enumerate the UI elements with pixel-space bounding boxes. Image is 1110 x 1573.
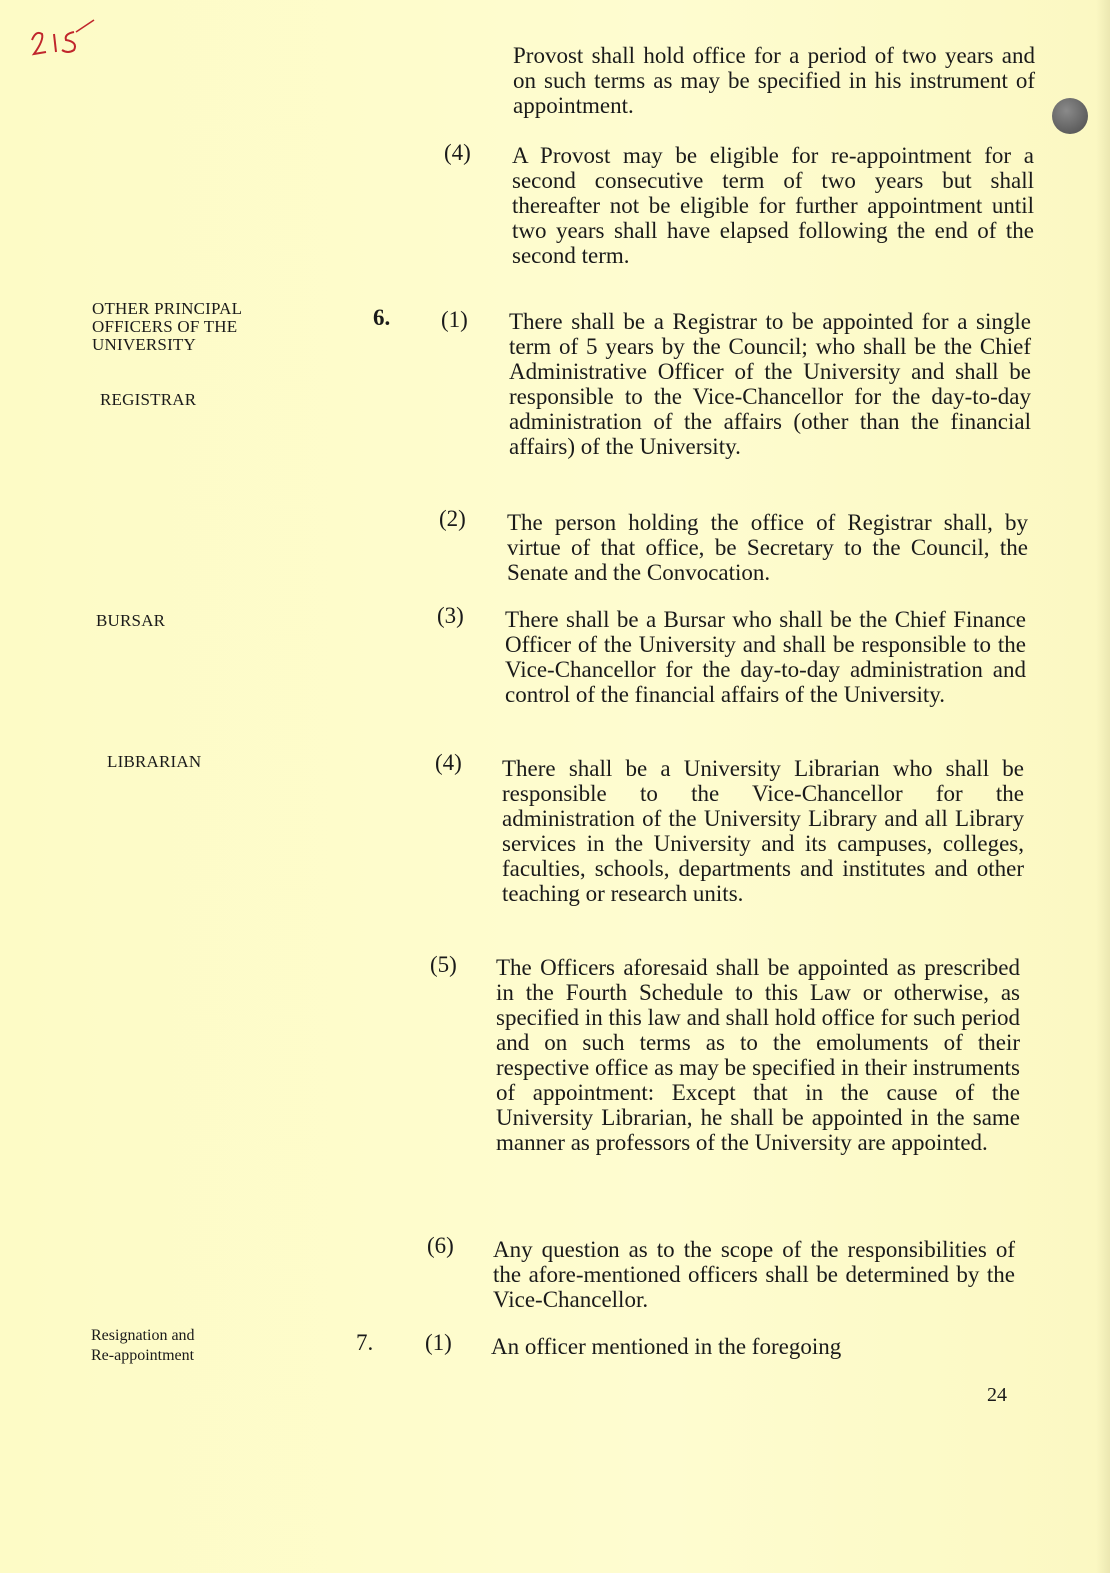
subsection-number: (5): [430, 952, 457, 977]
subsection-text: The Officers aforesaid shall be appointed as prescribed in the Fourth Schedule to this Law or otherwise, as specified in this law and shall hold office for such period and on such terms as to the emoluments of their respective office as may be specified in their instruments of appointment: Except that in the cause of the University Librarian, he shall be appointed in the same manner as professors of the University are appointed.: [496, 955, 1020, 1155]
handwritten-215-drawing: [26, 16, 106, 66]
subsection-text: A Provost may be eligible for re-appointment for a second consecutive term of two years but shall thereafter not be eligible for further appointment until two years shall have elapsed following the end of the second term.: [512, 143, 1034, 268]
subsection-number: (1): [441, 307, 468, 332]
margin-note-bursar: BURSAR: [96, 611, 166, 630]
section-number: 7.: [356, 1330, 374, 1355]
handwritten-page-note: [26, 16, 106, 66]
subsection-text: There shall be a University Librarian who shall be responsible to the Vice-Chancellor for the administration of the University Library and all Library services in the University and its campuses, colleges, faculties, schools, departments and institutes and other teaching or research units.: [502, 756, 1024, 906]
subsection-number: (2): [439, 506, 466, 531]
continuation-paragraph: Provost shall hold office for a period of two years and on such terms as may be specified in his instrument of appointment.: [513, 43, 1035, 118]
margin-note-librarian: LIBRARIAN: [107, 752, 202, 771]
margin-note-resignation: Resignation and Re-appointment: [91, 1327, 195, 1364]
subsection-number: (3): [437, 603, 464, 628]
page-number: 24: [987, 1384, 1007, 1406]
punch-hole: [1052, 98, 1088, 134]
subsection-text: There shall be a Registrar to be appointed for a single term of 5 years by the Council; who shall be the Chief Administrative Officer of the University and shall be responsible to the Vice-Chancellor for the day-to-day administration of the affairs (other than the financial affairs) of the University.: [509, 309, 1031, 459]
section-number: 6.: [373, 305, 391, 330]
subsection-text: Any question as to the scope of the responsibilities of the afore-mentioned officers shall be determined by the Vice-Chancellor.: [493, 1237, 1015, 1312]
margin-note-other-principal-officers: OTHER PRINCIPAL OFFICERS OF THE UNIVERSITY: [92, 299, 243, 354]
subsection-number: (6): [427, 1233, 454, 1258]
subsection-number: (4): [435, 750, 462, 775]
subsection-text: An officer mentioned in the foregoing: [491, 1334, 842, 1359]
subsection-text: There shall be a Bursar who shall be the Chief Finance Officer of the University and shall be responsible to the Vice-Chancellor for the day-to-day administration and control of the financial affairs of the University.: [505, 607, 1026, 707]
subsection-number: (1): [425, 1330, 452, 1355]
subsection-number: (4): [444, 140, 471, 165]
subsection-text: The person holding the office of Registrar shall, by virtue of that office, be Secretary to the Council, the Senate and the Convocation.: [507, 510, 1028, 585]
page-edge-shadow: [1096, 0, 1110, 1573]
margin-note-registrar: REGISTRAR: [100, 390, 197, 409]
